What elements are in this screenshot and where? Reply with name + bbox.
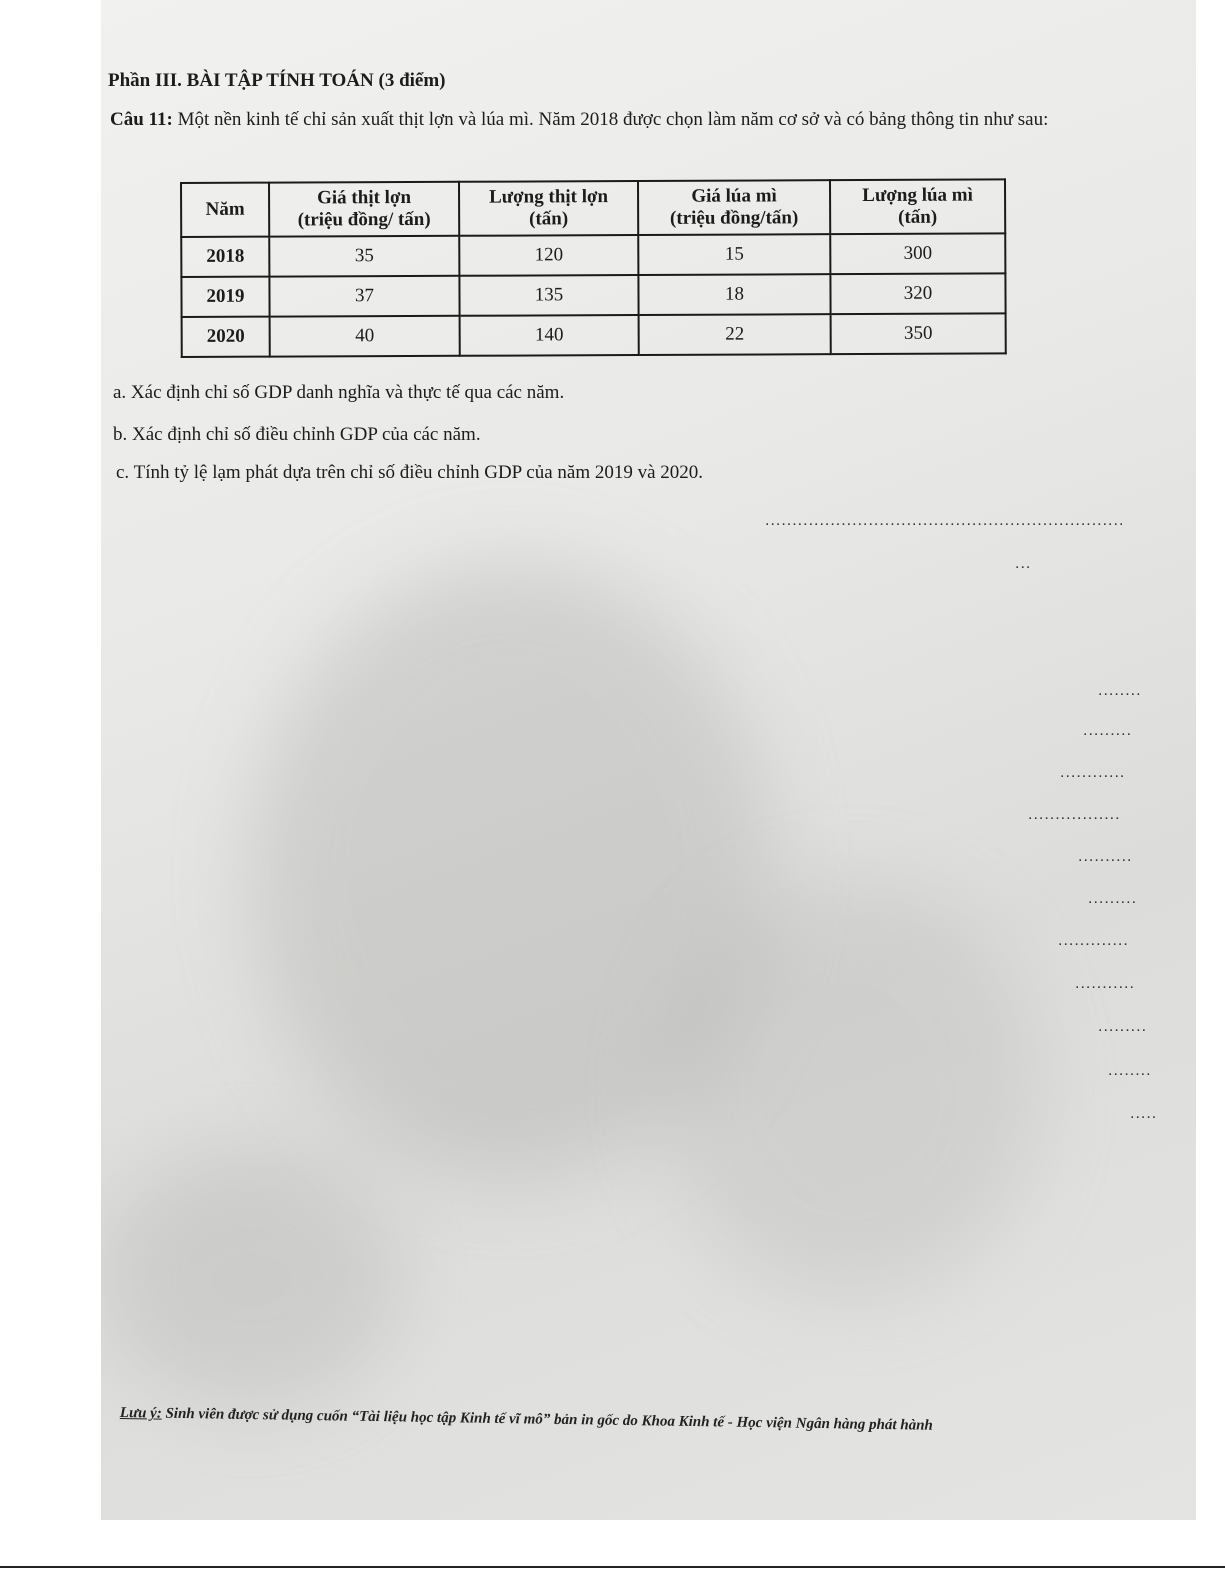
answer-dotted-line: .................................................................. [765, 512, 1125, 529]
shadow-blob [661, 880, 1041, 1300]
header-wheat-qty: Lượng lúa mì (tấn) [830, 179, 1005, 234]
answer-dotted-line: ......... [1083, 722, 1133, 739]
answer-dotted-line: ............. [1058, 932, 1129, 949]
cell-year: 2019 [181, 277, 269, 317]
answer-dotted-line: ........ [1108, 1062, 1152, 1079]
answer-dotted-line: ... [1015, 555, 1032, 572]
task-a: a. Xác định chỉ số GDP danh nghĩa và thực tế qua các năm. [113, 382, 565, 403]
data-table [180, 178, 1007, 358]
answer-dotted-line: ......... [1098, 1018, 1148, 1035]
cell-wheat-qty: 320 [830, 273, 1005, 314]
shadow-blob [101, 1150, 401, 1410]
question-label: Câu 11: [110, 109, 173, 130]
answer-dotted-line: ........ [1098, 682, 1142, 699]
cell-wheat-price: 22 [639, 314, 831, 355]
answer-dotted-line: ......... [1088, 890, 1138, 907]
cell-wheat-price: 15 [638, 234, 830, 275]
header-wheat-price: Giá lúa mì (triệu đồng/tấn) [638, 180, 830, 235]
header-year: Năm [181, 183, 269, 237]
header-pork-qty: Lượng thịt lợn (tấn) [459, 181, 638, 236]
table-row [181, 233, 1005, 277]
question-paragraph [110, 98, 1075, 142]
answer-dotted-line: ............ [1060, 764, 1126, 781]
bottom-divider [0, 1566, 1225, 1568]
cell-wheat-price: 18 [638, 274, 830, 315]
task-c: c. Tính tỷ lệ lạm phát dựa trên chỉ số điều chỉnh GDP của năm 2019 và 2020. [116, 462, 704, 483]
cell-wheat-qty: 350 [831, 313, 1006, 354]
cell-pork-price: 37 [269, 276, 459, 317]
answer-dotted-line: .......... [1078, 848, 1133, 865]
cell-year: 2018 [181, 237, 269, 277]
cell-pork-price: 40 [270, 316, 460, 357]
header-pork-price: Giá thịt lợn (triệu đồng/ tấn) [269, 182, 459, 237]
cell-pork-qty: 140 [460, 315, 639, 356]
task-b: b. Xác định chỉ số điều chỉnh GDP của các năm. [113, 424, 481, 445]
cell-pork-qty: 120 [459, 235, 638, 276]
note-text: Sinh viên được sử dụng cuốn “Tài liệu học tập Kinh tế vĩ mô” bản in gốc do Khoa Kinh tế - Học viện Ngân hàng phát hành [165, 1405, 933, 1434]
answer-dotted-line: ................. [1028, 806, 1121, 823]
answer-dotted-line: ..... [1130, 1105, 1158, 1122]
table-header-row [181, 179, 1005, 237]
question-text: Một nền kinh tế chỉ sản xuất thịt lợn và lúa mì. Năm 2018 được chọn làm năm cơ sở và có bảng thông tin như sau: [177, 109, 1049, 130]
table-row [181, 273, 1005, 317]
note-label: Lưu ý: [119, 1405, 162, 1422]
cell-pork-qty: 135 [459, 275, 638, 316]
cell-pork-price: 35 [269, 236, 459, 277]
answer-dotted-line: ........... [1075, 975, 1135, 992]
table-row [182, 313, 1006, 357]
cell-year: 2020 [182, 317, 270, 357]
section-title: Phần III. BÀI TẬP TÍNH TOÁN (3 điểm) [108, 70, 446, 91]
cell-wheat-qty: 300 [830, 233, 1005, 274]
